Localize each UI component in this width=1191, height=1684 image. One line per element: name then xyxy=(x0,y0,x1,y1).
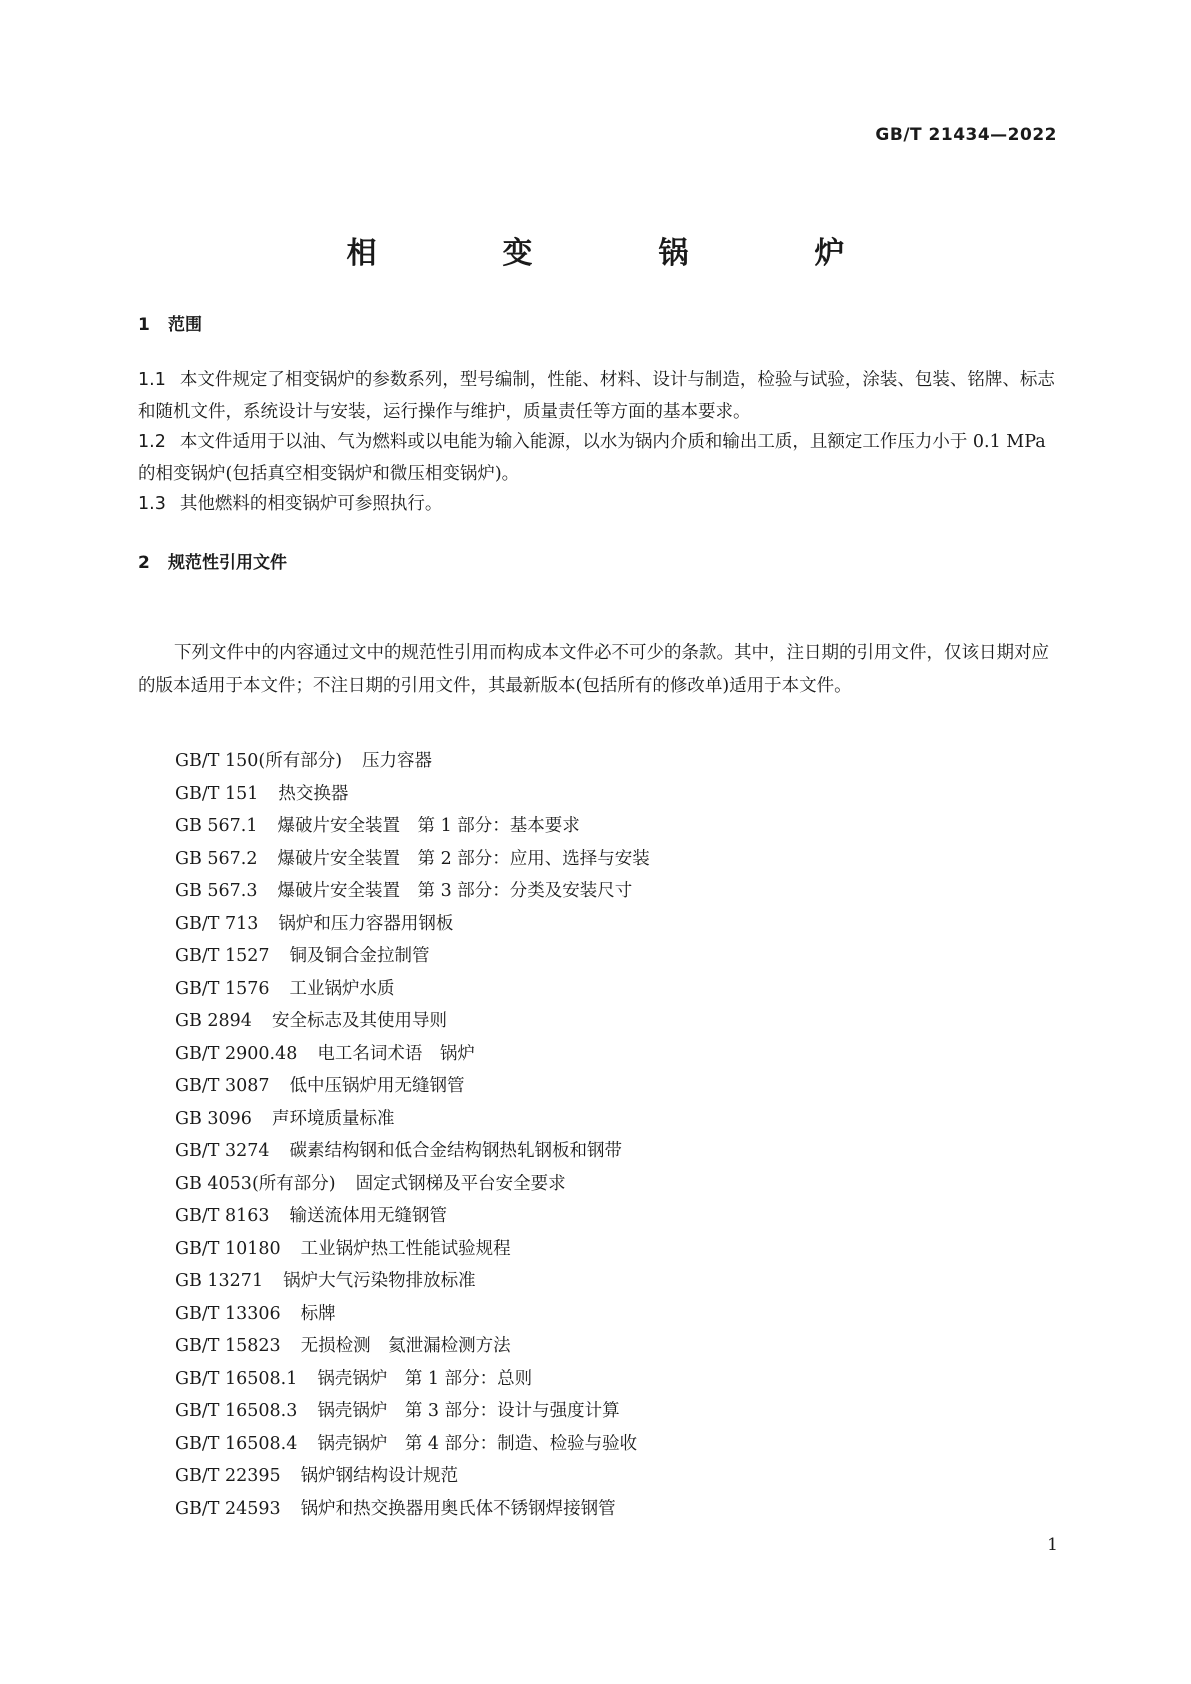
reference-item xyxy=(175,745,650,778)
clause-number: 1.2 xyxy=(138,432,166,452)
reference-code: GB/T 3274 xyxy=(175,1141,270,1161)
reference-code: GB 567.2 xyxy=(175,848,258,869)
section-1-heading xyxy=(138,310,202,335)
reference-item xyxy=(175,1038,650,1071)
reference-title: 锅炉钢结构设计规范 xyxy=(300,1466,459,1486)
reference-code: GB/T 1576 xyxy=(175,978,270,999)
reference-title: 爆破片安全装置 第 2 部分：应用、选择与安装 xyxy=(277,848,650,869)
reference-item xyxy=(175,1395,650,1428)
clause-1-2 xyxy=(138,426,1055,490)
reference-item xyxy=(175,973,650,1006)
reference-code: GB/T 713 xyxy=(175,913,259,934)
reference-title: 锅壳锅炉 第 1 部分：总则 xyxy=(317,1368,533,1389)
reference-item xyxy=(175,1070,650,1103)
clause-number: 1.1 xyxy=(138,370,166,390)
reference-code: GB/T 10180 xyxy=(175,1238,281,1259)
clause-text: 本文件规定了相变锅炉的参数系列，型号编制，性能、材料、设计与制造，检验与试验，涂装、包装、铭牌、标志和随机文件，系统设计与安装，运行操作与维护，质量责任等方面的基本要求。 xyxy=(138,370,1055,422)
reference-item xyxy=(175,940,650,973)
reference-title: 碳素结构钢和低合金结构钢热轧钢板和钢带 xyxy=(289,1141,623,1161)
section-2-intro: 下列文件中的内容通过文中的规范性引用而构成本文件必不可少的条款。其中，注日期的引用文件，仅该日期对应的版本适用于本文件；不注日期的引用文件，其最新版本(包括所有的修改单)适用于本文件。 xyxy=(138,643,1049,696)
normative-references-list xyxy=(175,745,650,1525)
reference-title: 热交换器 xyxy=(278,783,349,804)
reference-item xyxy=(175,810,650,843)
reference-item xyxy=(175,1168,650,1201)
section-title: 范围 xyxy=(168,315,202,335)
reference-title: 低中压锅炉用无缝钢管 xyxy=(289,1076,465,1096)
reference-title: 锅壳锅炉 第 3 部分：设计与强度计算 xyxy=(317,1401,620,1421)
reference-item xyxy=(175,1363,650,1396)
document-title: 相 变 锅 炉 xyxy=(346,236,893,271)
reference-code: GB/T 24593 xyxy=(175,1498,281,1519)
reference-code: GB 567.3 xyxy=(175,881,258,901)
reference-item xyxy=(175,1493,650,1526)
clause-1-1 xyxy=(138,364,1055,428)
section-number: 1 xyxy=(138,315,150,335)
reference-item xyxy=(175,1330,650,1363)
reference-item xyxy=(175,1200,650,1233)
reference-title: 锅炉和压力容器用钢板 xyxy=(278,913,454,934)
section-number: 2 xyxy=(138,553,150,573)
section-title: 规范性引用文件 xyxy=(168,553,287,573)
reference-title: 爆破片安全装置 第 3 部分：分类及安装尺寸 xyxy=(277,881,633,901)
reference-title: 铜及铜合金拉制管 xyxy=(289,946,430,966)
reference-title: 固定式钢梯及平台安全要求 xyxy=(355,1173,566,1194)
clause-text: 其他燃料的相变锅炉可参照执行。 xyxy=(179,494,443,514)
reference-item xyxy=(175,1460,650,1493)
reference-title: 输送流体用无缝钢管 xyxy=(289,1206,448,1226)
reference-title: 电工名词术语 锅炉 xyxy=(317,1043,475,1064)
reference-code: GB 4053(所有部分) xyxy=(175,1173,336,1194)
clause-text: 本文件适用于以油、气为燃料或以电能为输入能源，以水为锅内介质和输出工质，且额定工作压力小于 0.1 MPa 的相变锅炉(包括真空相变锅炉和微压相变锅炉)。 xyxy=(138,432,1046,484)
reference-item xyxy=(175,1135,650,1168)
standard-code: GB/T 21434—2022 xyxy=(875,125,1057,145)
reference-item xyxy=(175,1103,650,1136)
reference-title: 锅炉和热交换器用奥氏体不锈钢焊接钢管 xyxy=(300,1498,616,1519)
reference-code: GB/T 8163 xyxy=(175,1206,270,1226)
reference-code: GB 3096 xyxy=(175,1108,252,1129)
reference-item xyxy=(175,843,650,876)
reference-title: 锅炉大气污染物排放标准 xyxy=(283,1271,476,1291)
reference-code: GB/T 2900.48 xyxy=(175,1043,298,1064)
reference-title: 无损检测 氦泄漏检测方法 xyxy=(300,1336,511,1356)
reference-item xyxy=(175,1265,650,1298)
reference-code: GB/T 3087 xyxy=(175,1076,270,1096)
reference-title: 工业锅炉热工性能试验规程 xyxy=(300,1238,511,1259)
section-2-heading xyxy=(138,548,287,573)
reference-title: 安全标志及其使用导则 xyxy=(271,1011,447,1031)
reference-item xyxy=(175,1005,650,1038)
reference-code: GB/T 150(所有部分) xyxy=(175,751,343,771)
clause-number: 1.3 xyxy=(138,494,166,514)
reference-code: GB/T 151 xyxy=(175,783,259,804)
reference-item xyxy=(175,1428,650,1461)
reference-code: GB/T 16508.1 xyxy=(175,1368,298,1389)
reference-title: 锅壳锅炉 第 4 部分：制造、检验与验收 xyxy=(317,1433,638,1454)
reference-title: 工业锅炉水质 xyxy=(289,978,395,999)
reference-code: GB 2894 xyxy=(175,1011,252,1031)
reference-title: 压力容器 xyxy=(362,751,433,771)
reference-code: GB/T 22395 xyxy=(175,1466,281,1486)
reference-item xyxy=(175,908,650,941)
reference-item xyxy=(175,1233,650,1266)
reference-item xyxy=(175,778,650,811)
reference-code: GB/T 16508.4 xyxy=(175,1433,298,1454)
clause-1-3 xyxy=(138,488,1055,520)
reference-code: GB 567.1 xyxy=(175,816,258,836)
reference-item xyxy=(175,875,650,908)
reference-item xyxy=(175,1298,650,1331)
reference-title: 爆破片安全装置 第 1 部分：基本要求 xyxy=(277,816,580,836)
page-number: 1 xyxy=(1047,1535,1058,1555)
reference-code: GB/T 16508.3 xyxy=(175,1401,298,1421)
reference-title: 标牌 xyxy=(300,1303,336,1324)
reference-code: GB/T 1527 xyxy=(175,946,270,966)
reference-code: GB 13271 xyxy=(175,1271,264,1291)
reference-code: GB/T 13306 xyxy=(175,1303,281,1324)
reference-code: GB/T 15823 xyxy=(175,1336,281,1356)
reference-title: 声环境质量标准 xyxy=(271,1108,395,1129)
